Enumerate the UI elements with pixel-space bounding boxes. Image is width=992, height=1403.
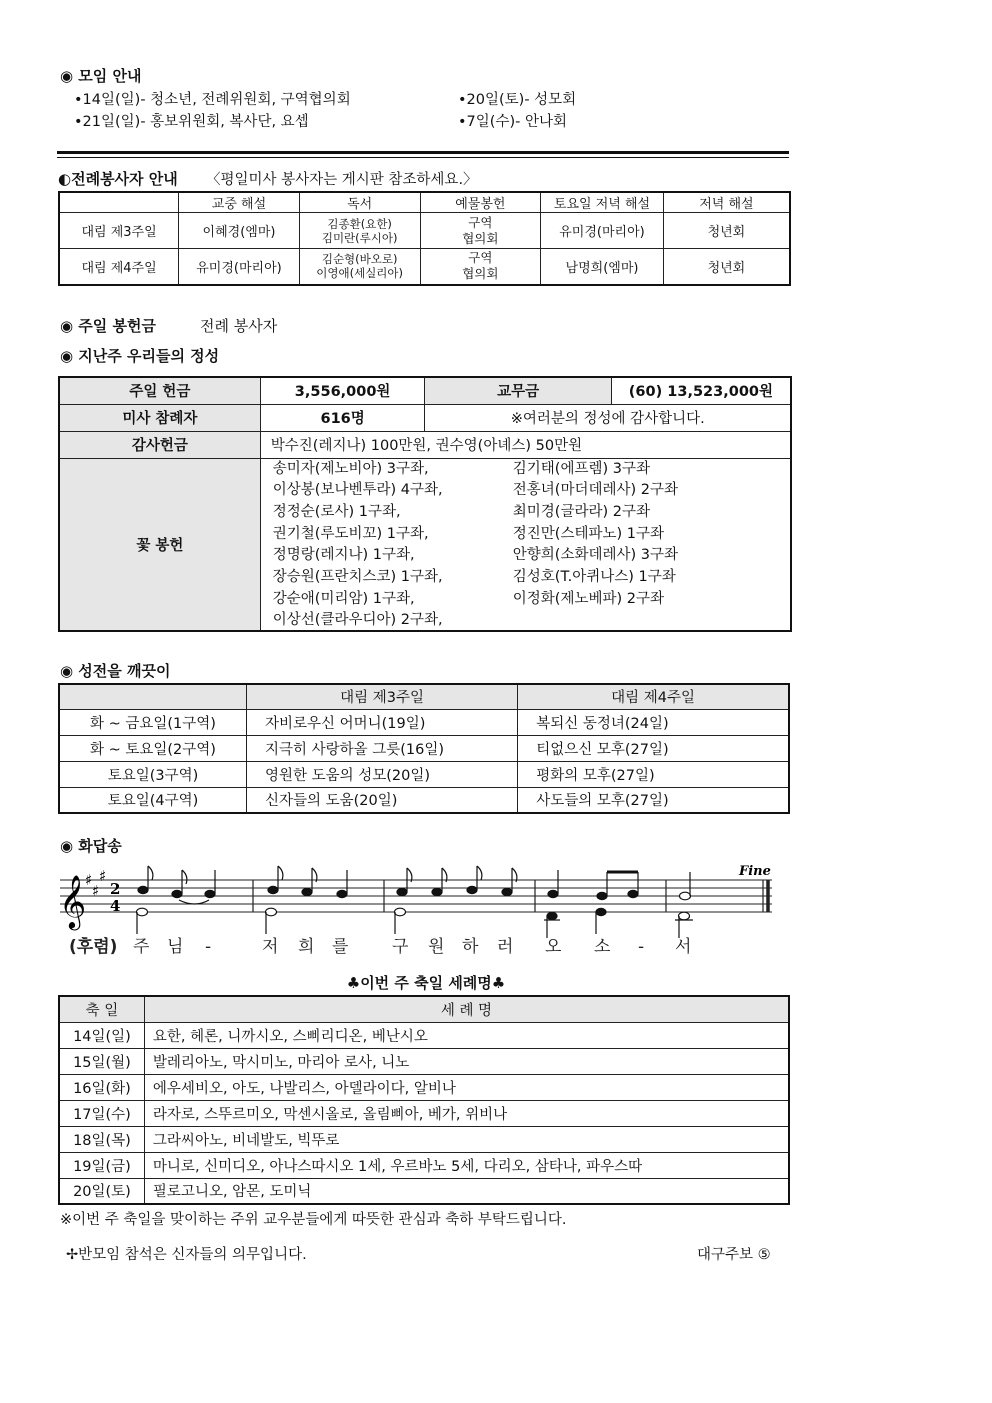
week4-cell: 사도들의 모후(27일) (518, 787, 789, 813)
svg-text:♯: ♯ (85, 871, 93, 889)
dues-label: 교무금 (425, 377, 611, 404)
flower-entry: 정진만(스테파노) 1구좌 (512, 525, 664, 542)
flower-entry: 이상봉(보나벤투라) 4구좌, (272, 482, 443, 499)
flower-entry: 정정순(로사) 1구좌, (272, 503, 401, 520)
table-row (59, 735, 789, 761)
week3-cell: 영원한 도움의 성모(20일) (246, 761, 517, 787)
saint-names-cell: 라자로, 스뚜르미오, 막센시올로, 올림삐아, 베가, 위비나 (144, 1100, 789, 1126)
liturgy-table (58, 191, 791, 286)
dues-value: (60) 13,523,000원 (611, 377, 791, 404)
thank-label: 감사헌금 (59, 431, 260, 458)
feast-day-cell: 14일(일) (59, 1022, 144, 1048)
flower-entry: 이상선(클라우디아) 2구좌, (272, 612, 443, 629)
saturday-cell: 유미경(마리아) (541, 213, 664, 249)
table-row (59, 1126, 789, 1152)
table-row (59, 1100, 789, 1126)
area-cell: 화 ~ 토요일(2구역) (59, 735, 246, 761)
flower-entry: 안향희(소화데레사) 3구좌 (512, 547, 678, 564)
feast-day-cell: 17일(수) (59, 1100, 144, 1126)
offering-line: 협의회 (462, 266, 499, 282)
lyric-syllable: 님 (167, 937, 184, 957)
lyric-syllable: 희 (298, 937, 315, 957)
table-header: 독서 (299, 192, 420, 213)
svg-text:♯: ♯ (92, 882, 100, 900)
attend-label: 미사 참례자 (59, 404, 260, 431)
lyric-syllable: 소 (594, 937, 611, 957)
table-row (59, 213, 790, 249)
week-cell: 대림 제4주일 (59, 249, 179, 285)
saint-names-cell: 마니로, 신미디오, 아나스따시오 1세, 우르바노 5세, 다리오, 삼타나, 파우스따 (144, 1152, 789, 1178)
table-header-row (59, 996, 789, 1022)
table-row (59, 404, 791, 431)
flower-entry: 송미자(제노비아) 3구좌, (272, 460, 429, 477)
commentator-cell: 유미경(마리아) (179, 249, 300, 285)
table-header-row (59, 684, 789, 709)
table-header (59, 684, 246, 709)
table-header: 축 일 (59, 996, 144, 1022)
flower-entry: 장승원(프란치스코) 1구좌, (272, 569, 443, 586)
lyric-syllable: - (205, 937, 212, 957)
flower-entry: 전홍녀(마더데레사) 2구좌 (512, 482, 678, 499)
flower-left-column (273, 459, 443, 633)
offering-title: ◉ 주일 봉헌금 (60, 317, 156, 335)
staff-lines (60, 880, 772, 912)
table-header: 저녁 해설 (663, 192, 790, 213)
flower-entry: 정명랑(레지나) 1구좌, (272, 547, 415, 564)
table-row (59, 1074, 789, 1100)
melody-notes (138, 866, 691, 904)
flower-entry: 최미경(글라라) 2구좌 (512, 503, 650, 520)
saints-title: ♣이번 주 축일 세례명♣ (346, 974, 506, 992)
sunday-value: 3,556,000원 (260, 377, 425, 404)
feast-day-cell: 19일(금) (59, 1152, 144, 1178)
feast-day-cell: 18일(목) (59, 1126, 144, 1152)
table-row (59, 787, 789, 813)
lyric-syllable: 를 (332, 937, 349, 957)
table-row (59, 1048, 789, 1074)
saint-names-cell: 발레리아노, 막시미노, 마리아 로사, 니노 (144, 1048, 789, 1074)
week3-cell: 지극히 사랑하올 그릇(16일) (246, 735, 517, 761)
offering-line: 협의회 (462, 230, 499, 246)
saint-names-cell: 에우세비오, 아도, 나발리스, 아델라이다, 알비나 (144, 1074, 789, 1100)
week4-cell: 티없으신 모후(27일) (518, 735, 789, 761)
meeting-item: •20일(토)- 성모회 (458, 92, 577, 108)
reader-name: 이영애(세실리아) (316, 266, 404, 281)
key-signature (85, 867, 106, 900)
flower-entry: 강순애(미리암) 1구좌, (272, 590, 415, 607)
saint-names-cell: 요한, 헤론, 니까시오, 스삐리디온, 베난시오 (144, 1022, 789, 1048)
week4-cell: 평화의 모후(27일) (518, 761, 789, 787)
offering-cell (420, 213, 541, 249)
flower-list (260, 458, 791, 631)
thank-value: 박수진(레지나) 100만원, 권수영(아녜스) 50만원 (260, 431, 791, 458)
devotion-table (58, 376, 792, 632)
feast-day-cell: 16일(화) (59, 1074, 144, 1100)
svg-text:♯: ♯ (99, 867, 107, 885)
saints-table (58, 995, 790, 1205)
flower-entry: 김기태(에프렘) 3구좌 (512, 460, 650, 477)
clean-table (58, 683, 790, 814)
lyric-syllable: - (638, 937, 645, 957)
meeting-item: •21일(일)- 홍보위원회, 복사단, 요셉 (74, 114, 309, 130)
table-row (59, 1152, 789, 1178)
page-footer: 대구주보 ⑤ (697, 1247, 771, 1263)
flower-entry: 권기철(루도비꼬) 1구좌, (272, 525, 429, 542)
table-row (59, 1022, 789, 1048)
meetings-title: ◉ 모임 안내 (60, 67, 142, 85)
attend-value: 616명 (260, 404, 425, 431)
psalm-title: ◉ 화답송 (60, 837, 122, 855)
fine-marking: Fine (739, 864, 771, 879)
liturgy-note: 〈평일미사 봉사자는 게시판 참조하세요.〉 (206, 172, 478, 188)
lyric-syllable: 주 (133, 937, 150, 957)
reader-name: 김순형(바오로) (321, 252, 398, 267)
table-header: 세 례 명 (144, 996, 789, 1022)
table-row (59, 709, 789, 735)
lyric-syllable: 원 (428, 937, 445, 957)
flower-entry: 이정화(제노베파) 2구좌 (512, 590, 664, 607)
lyric-syllable: 하 (462, 937, 479, 957)
feast-day-cell: 20일(토) (59, 1178, 144, 1204)
meeting-item: •7일(수)- 안나회 (458, 114, 567, 130)
table-header: 예물봉헌 (420, 192, 541, 213)
commentator-cell: 이혜경(엠마) (179, 213, 300, 249)
table-row (59, 1178, 789, 1204)
reader-name: 김종환(요한) (327, 216, 392, 231)
time-bottom: 4 (110, 897, 121, 915)
table-header-row (59, 192, 790, 213)
flower-label: 꽃 봉헌 (59, 458, 260, 631)
table-header: 대림 제3주일 (246, 684, 517, 709)
lyrics (69, 936, 691, 957)
clean-title: ◉ 성전을 깨끗이 (60, 662, 171, 680)
lyric-syllable: 서 (675, 937, 692, 957)
table-row (59, 431, 791, 458)
offering-subtitle: 전례 봉사자 (200, 317, 278, 335)
flower-entry: 김성호(T.아퀴나스) 1구좌 (512, 569, 676, 586)
harmony-notes (137, 908, 694, 938)
lyric-syllable: 저 (262, 937, 279, 957)
time-top: 2 (110, 880, 121, 898)
saint-names-cell: 필로고니오, 암몬, 도미닉 (144, 1178, 789, 1204)
week3-cell: 자비로우신 어머니(19일) (246, 709, 517, 735)
table-row (59, 458, 791, 631)
refrain-label: (후렴) (69, 937, 118, 957)
reader-cell (299, 213, 420, 249)
table-header: 토요일 저녁 해설 (541, 192, 664, 213)
table-header: 교중 해설 (179, 192, 300, 213)
divider-thin (57, 157, 789, 158)
lyric-syllable: 구 (392, 937, 409, 957)
saint-names-cell: 그라씨아노, 비네발도, 빅뚜로 (144, 1126, 789, 1152)
treble-clef-icon: 𝄞 (59, 874, 87, 928)
table-row (59, 249, 790, 285)
table-row (59, 761, 789, 787)
reader-cell (299, 249, 420, 285)
offering-line: 구역 (468, 214, 493, 230)
lyric-syllable: 오 (545, 937, 562, 957)
week-cell: 대림 제3주일 (59, 213, 179, 249)
lyric-syllable: 러 (497, 937, 514, 957)
table-row (59, 377, 791, 404)
saints-note: ※이번 주 축일을 맞이하는 주위 교우분들에게 따뜻한 관심과 축하 부탁드립니다. (60, 1212, 567, 1228)
area-cell: 화 ~ 금요일(1구역) (59, 709, 246, 735)
week4-cell: 복되신 동정녀(24일) (518, 709, 789, 735)
reader-name: 김미란(루시아) (321, 230, 398, 245)
meeting-item: •14일(일)- 청소년, 전례위원회, 구역협의회 (74, 92, 351, 108)
thanks-note: ※여러분의 정성에 감사합니다. (425, 404, 791, 431)
liturgy-title: ◐전례봉사자 안내 (58, 170, 178, 188)
evening-cell: 청년회 (663, 249, 790, 285)
psalm-score (55, 860, 785, 965)
evening-cell: 청년회 (663, 213, 790, 249)
table-header: 대림 제4주일 (518, 684, 789, 709)
area-cell: 토요일(3구역) (59, 761, 246, 787)
divider-thick (57, 151, 789, 154)
footer-motto: ✢반모임 참석은 신자들의 의무입니다. (66, 1247, 307, 1263)
offering-cell (420, 249, 541, 285)
flower-right-column (513, 459, 678, 611)
offering-line: 구역 (468, 250, 493, 266)
area-cell: 토요일(4구역) (59, 787, 246, 813)
week3-cell: 신자들의 도움(20일) (246, 787, 517, 813)
sunday-label: 주일 헌금 (59, 377, 260, 404)
saturday-cell: 남명희(엠마) (541, 249, 664, 285)
feast-day-cell: 15일(월) (59, 1048, 144, 1074)
devotion-title: ◉ 지난주 우리들의 정성 (60, 347, 220, 365)
table-header (59, 192, 179, 213)
